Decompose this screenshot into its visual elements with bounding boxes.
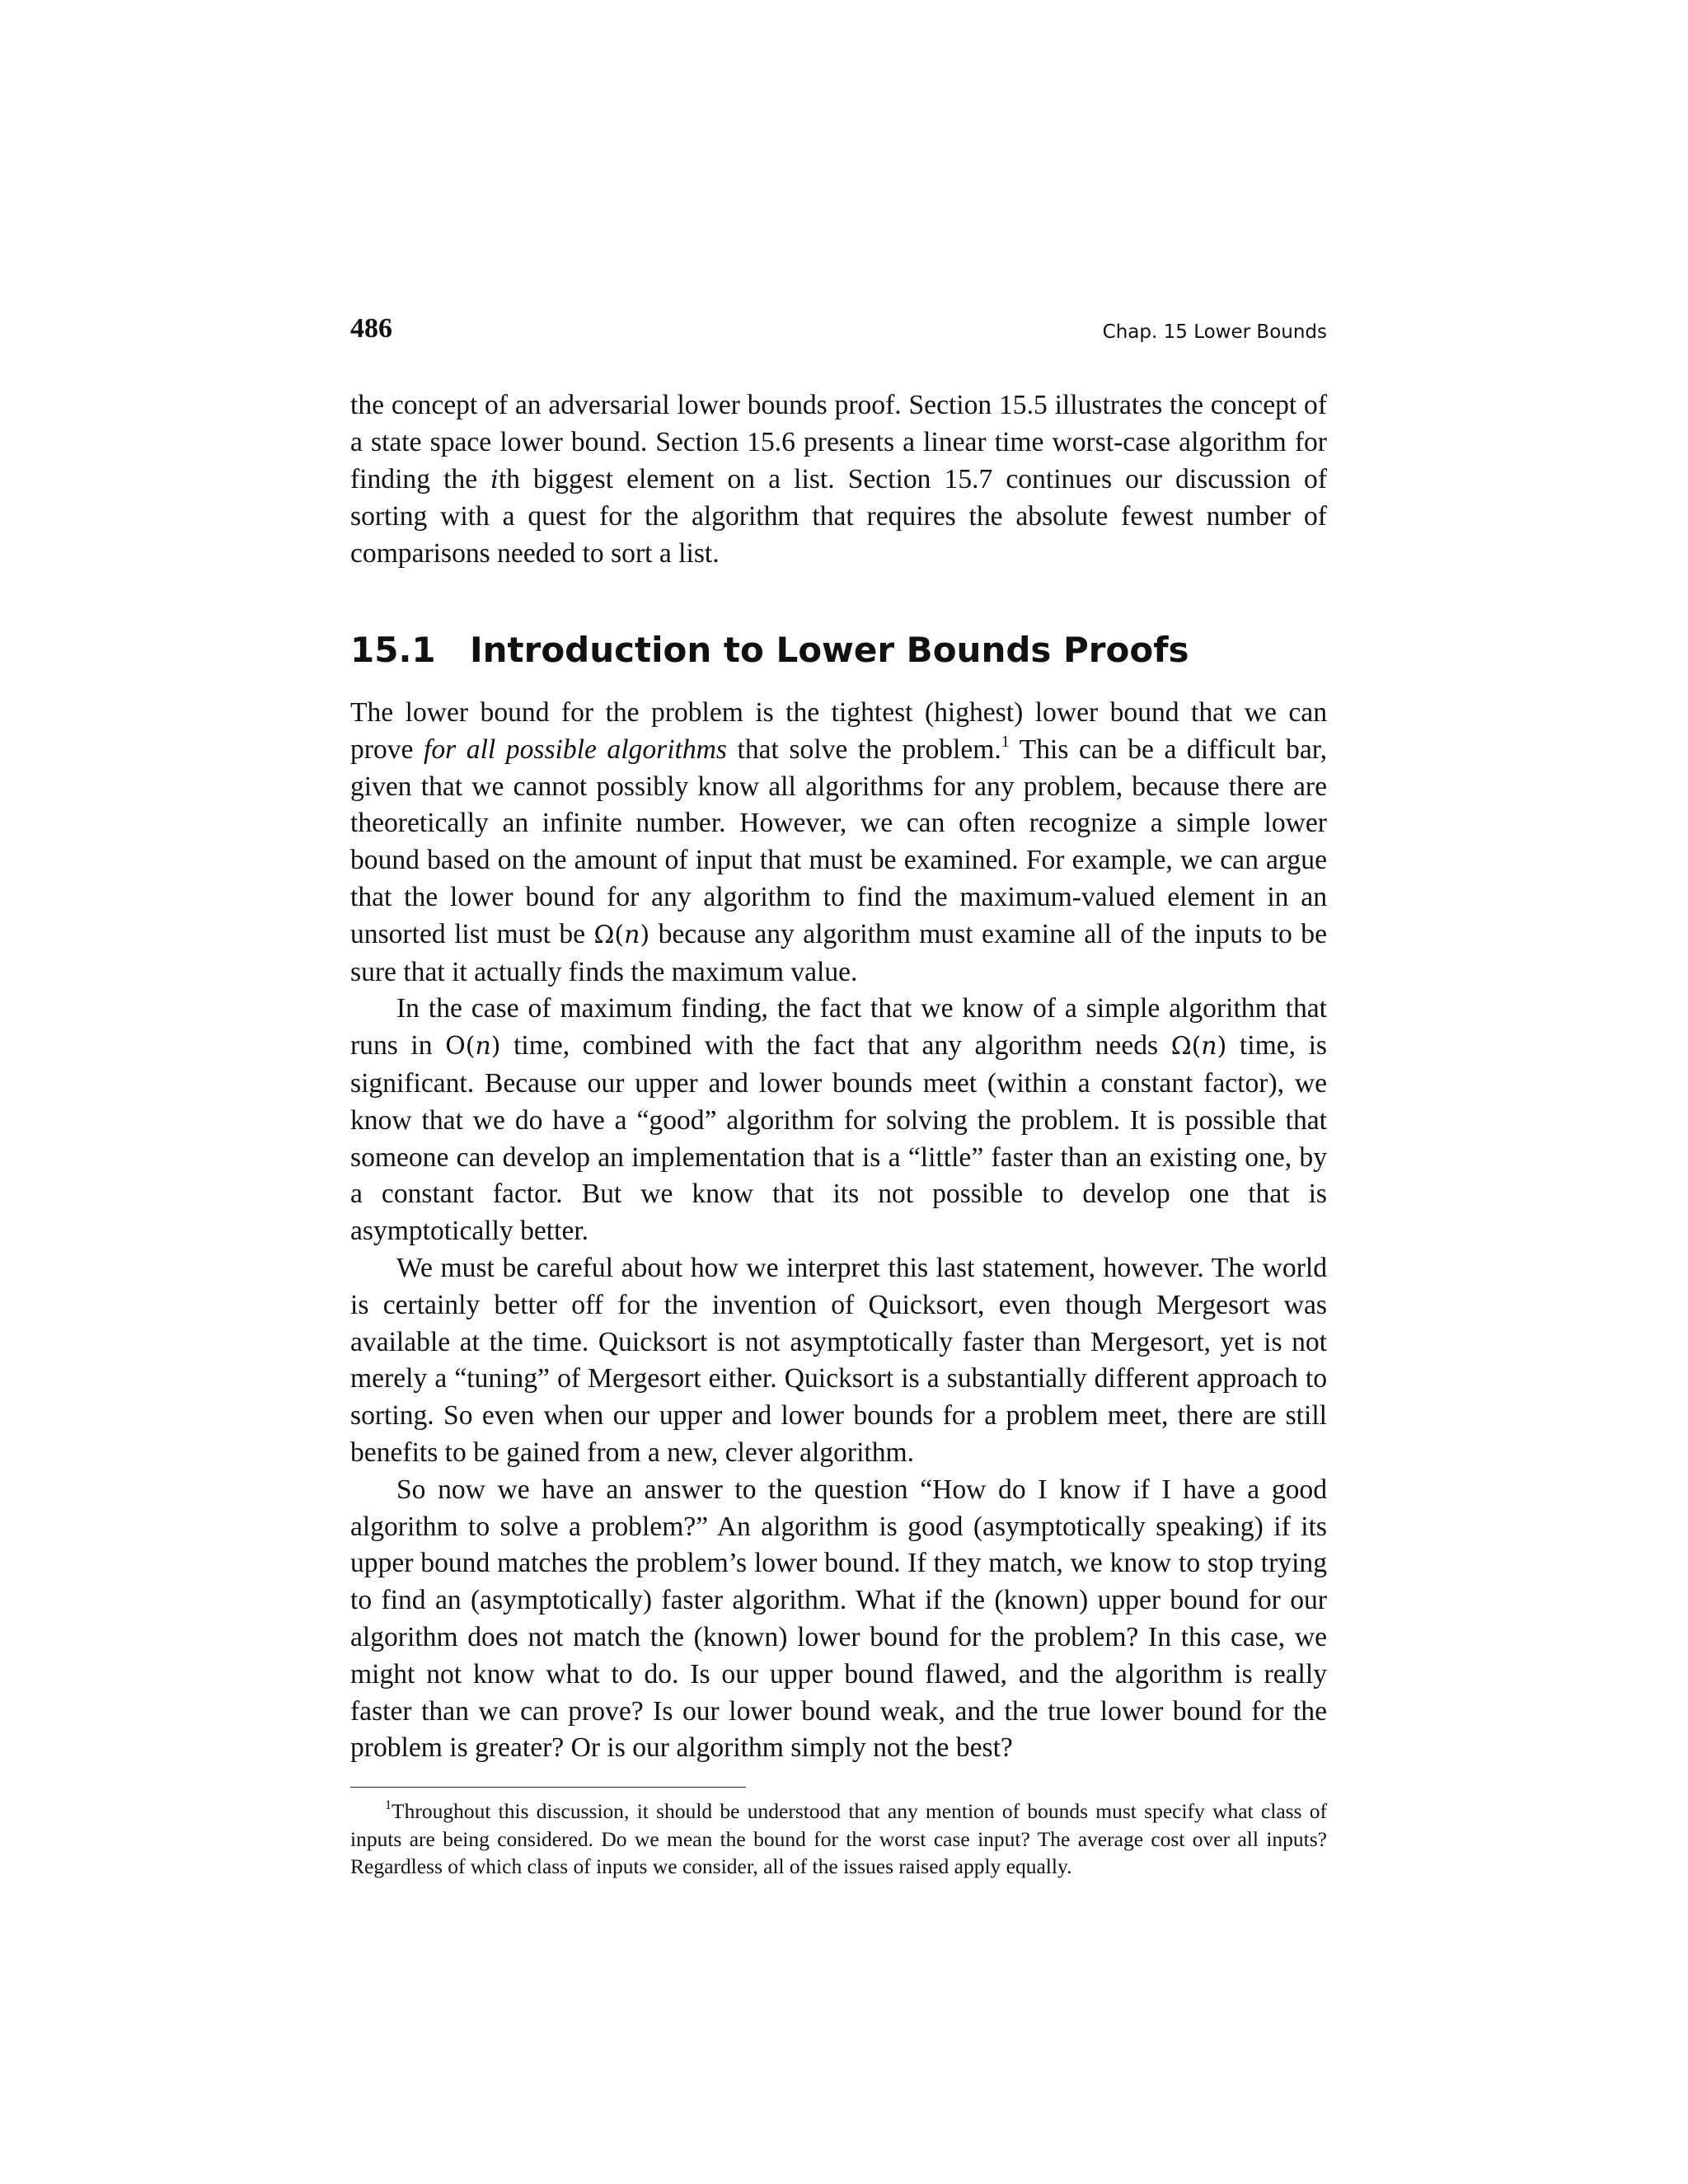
paragraph-3: We must be careful about how we interpret this last statement, however. The world is certainly better off for the invention of Quicksort, even though Mergesort was available at the time. Quicksort is not asymptotically faster than Mergesort, yet is not merely a “tuning” of Mergesort either. Quicksort is a substantially different approach to sorting. So even when our upper and lower bounds for a problem meet, there are still benefits to be gained from a new, clever algorithm. [350,1252,1327,1468]
math-big-o-n: O(n) [445,1032,501,1062]
chapter-label: Chap. 15 Lower Bounds [1102,321,1327,343]
running-header [350,313,1327,354]
paragraph-1: The lower bound for the problem is the tightest (highest) lower bound that we can prove for all possible algorithms that solve the problem.$^1$ This can be a difficult bar, given that we cannot possibly know all algorithms for any problem, because there are theoretically an infinite number. However, we can often recognize a simple lower bound based on the amount of input that must be examined. For example, we can argue that the lower bound for any algorithm to find the maximum-valued element in an unsorted list must be Ω(n) because any algorithm must examine all of the inputs to be sure that it actually finds the maximum value. [350,696,1327,987]
math-omega-n: Ω(n) [593,920,650,949]
math-omega-n: Ω(n) [1170,1032,1227,1062]
footnote [350,1797,1327,1881]
footnote-divider [350,1787,746,1788]
section-number: 15.1 [350,629,436,670]
emphasis: for all possible algorithms [424,733,727,765]
footnote-text: Throughout this discussion, it should be understood that any mention of bounds must specify what class of inputs are being considered. Do we mean the bound for the worst case input? The average cost over all inputs? Regardless of which class of inputs we consider, all of the issues raised apply equally. [350,1799,1327,1879]
page-number: 486 [350,313,392,344]
intro-paragraph [350,387,1327,573]
footnote-mark: 1 [385,1798,392,1813]
section-title: Introduction to Lower Bounds Proofs [470,629,1189,670]
footnote-reference[interactable]: 1 [1001,732,1010,751]
book-page [350,313,1327,1881]
intro-text-end: th biggest element on a list. Section 15.7 continues our discussion of sorting with a quest for the algorithm that requires the absolute fewest number of comparisons needed to sort a list. [350,463,1328,569]
paragraph-4: So now we have an answer to the question “How do I know if I have a good algorithm to solve a problem?” An algorithm is good (asymptotically speaking) if its upper bound matches the problem’s lower bound. If they match, we know to stop trying to find an (asymptotically) faster algorithm. What if the (known) upper bound for our algorithm does not match the (known) lower bound for the problem? In this case, we might not know what to do. Is our upper bound flawed, and the algorithm is really faster than we can prove? Is our lower bound weak, and the true lower bound for the problem is greater? Or is our algorithm simply not the best? [350,1474,1327,1764]
math-i: i [490,465,499,494]
section-heading [350,627,1327,673]
intro-text: the concept of an adversarial lower bounds proof. Section 15.5 illustrates the concept of a state space lower bound. Section 15.6 presents a linear time worst-case algorithm for finding the [350,390,1327,494]
paragraph-2: In the case of maximum finding, the fact that we know of a simple algorithm that runs in O(n) time, combined with the fact that any algorithm needs Ω(n) time, is significant. Because our upper and lower bounds meet (within a constant factor), we know that we do have a “good” algorithm for solving the problem. It is possible that someone can develop an implementation that is a “little” faster than an existing one, by a constant factor. But we know that its not possible to develop one that is asymptotically better. [350,993,1327,1247]
